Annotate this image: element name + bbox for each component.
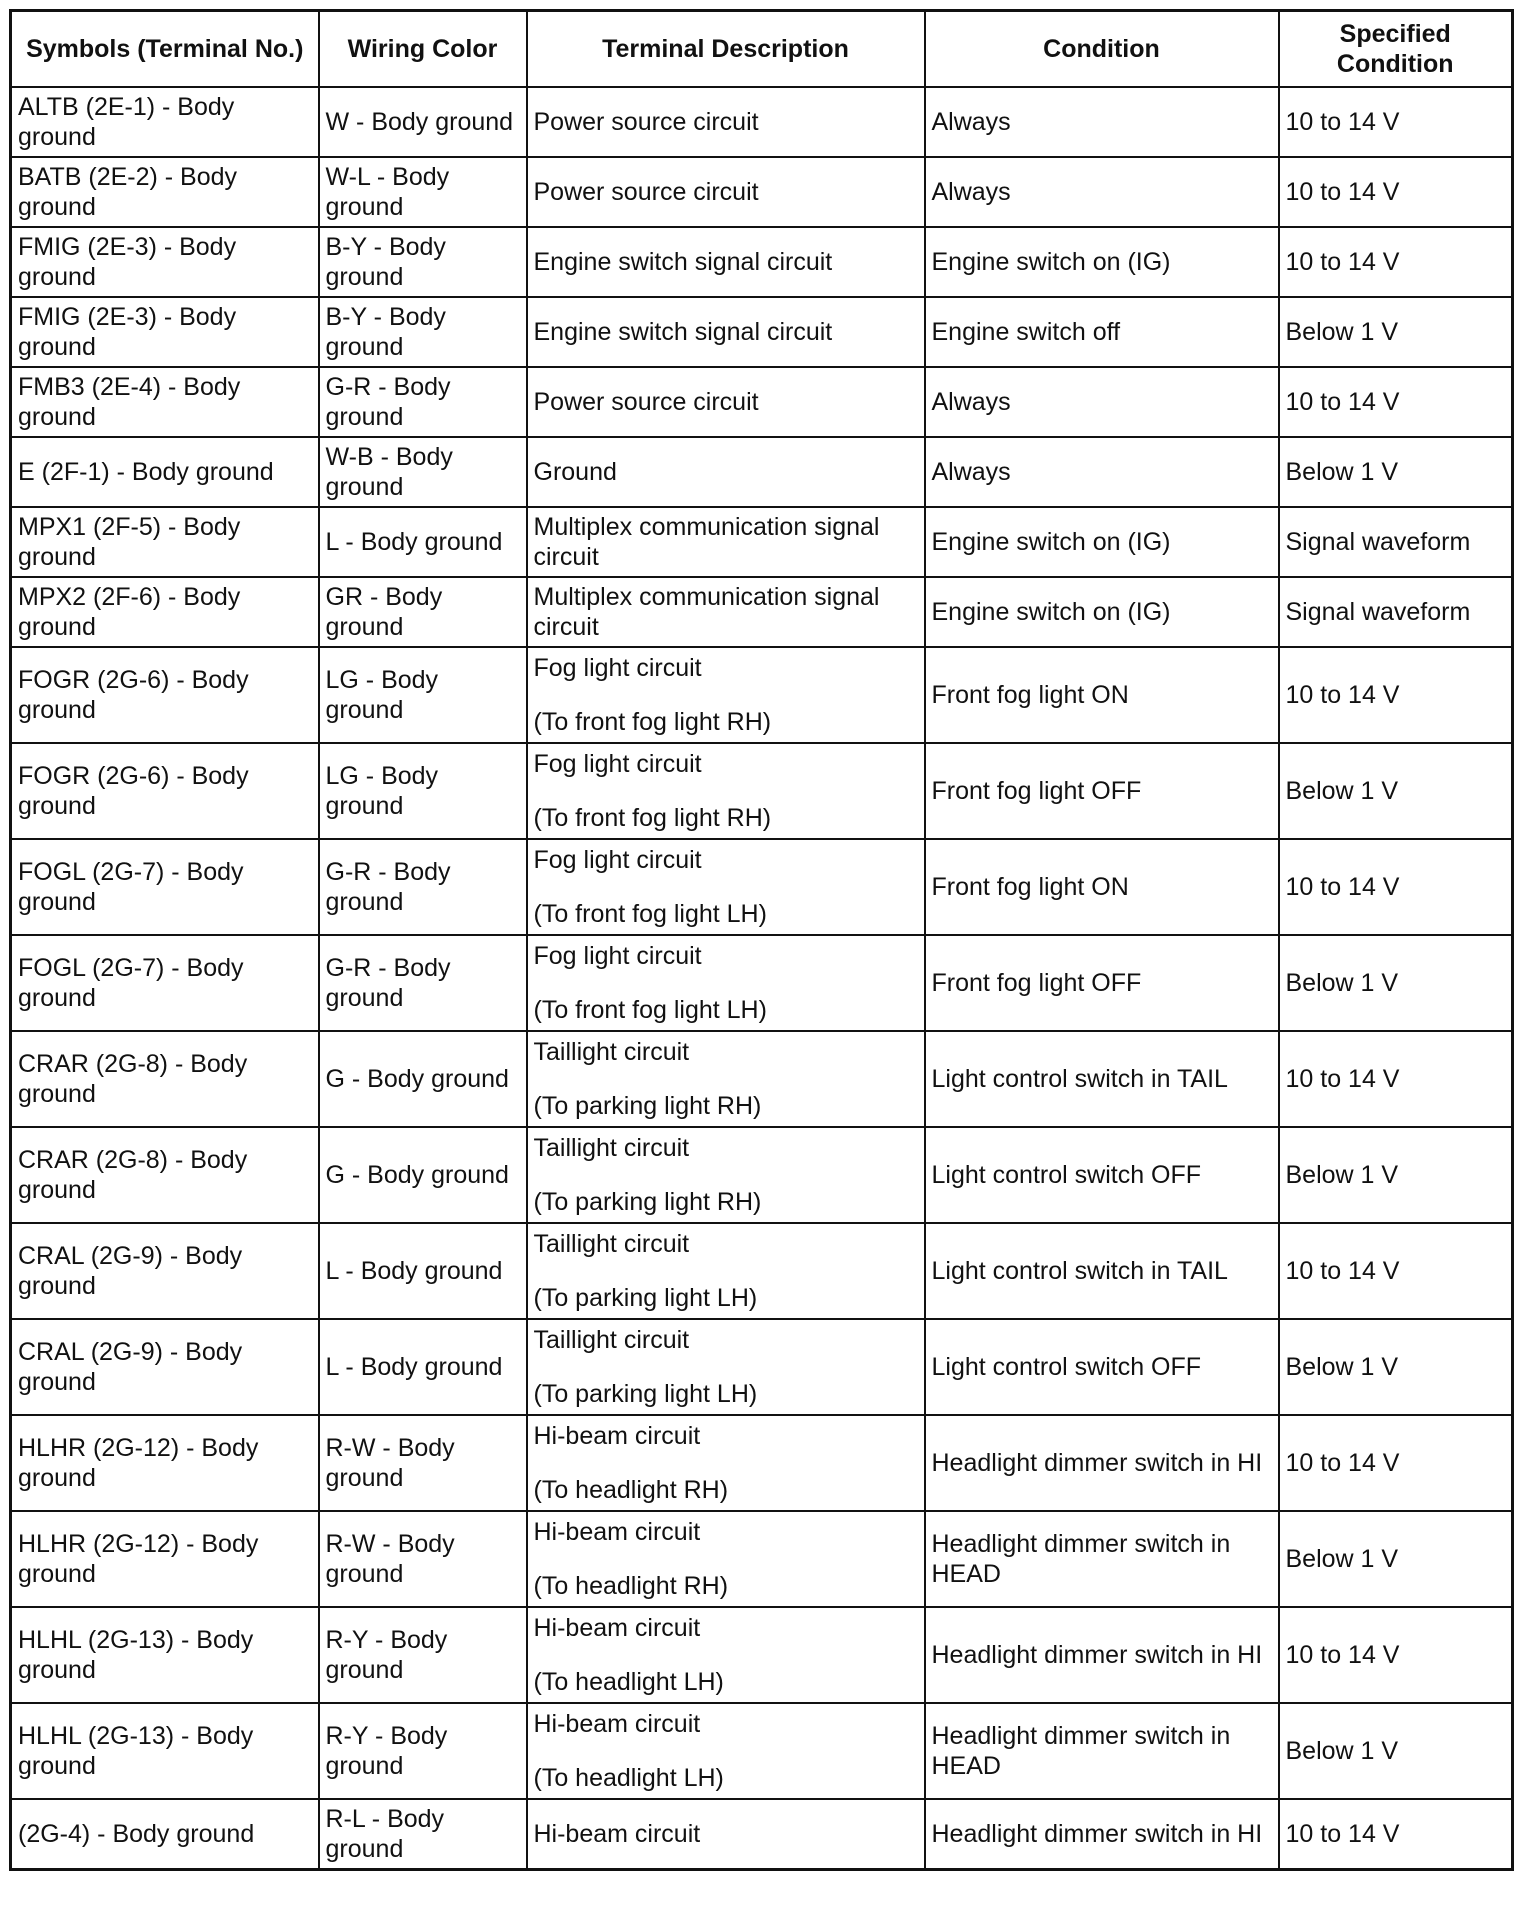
description-subline: (To parking light RH) [533,1092,762,1120]
cell-wiring-color: G - Body ground [319,1031,527,1127]
cell-terminal-description: Multiplex communication signal circuit [527,577,925,647]
cell-terminal-description: Engine switch signal circuit [527,227,925,297]
cell-wiring-color: G - Body ground [319,1127,527,1223]
table-row [11,87,1513,157]
cell-condition: Headlight dimmer switch in HI [925,1607,1279,1703]
cell-condition: Headlight dimmer switch in HI [925,1799,1279,1870]
table-row [11,577,1513,647]
cell-specified-condition: Below 1 V [1279,1703,1513,1799]
description-subline: (To headlight RH) [533,1476,729,1504]
cell-terminal-description: Engine switch signal circuit [527,297,925,367]
cell-symbol: HLHR (2G-12) - Body ground [11,1511,319,1607]
cell-wiring-color: G-R - Body ground [319,839,527,935]
cell-specified-condition: Below 1 V [1279,743,1513,839]
cell-symbol: CRAR (2G-8) - Body ground [11,1031,319,1127]
cell-symbol: FOGL (2G-7) - Body ground [11,839,319,935]
cell-condition: Light control switch in TAIL [925,1223,1279,1319]
cell-terminal-description: Ground [527,437,925,507]
cell-terminal-description: Multiplex communication signal circuit [527,507,925,577]
cell-specified-condition: 10 to 14 V [1279,647,1513,743]
cell-wiring-color: B-Y - Body ground [319,227,527,297]
cell-wiring-color: W-B - Body ground [319,437,527,507]
cell-condition: Engine switch on (IG) [925,577,1279,647]
description-line: Hi-beam circuit [533,1422,701,1450]
cell-specified-condition: 10 to 14 V [1279,1031,1513,1127]
cell-wiring-color: R-W - Body ground [319,1511,527,1607]
cell-wiring-color: G-R - Body ground [319,367,527,437]
header-symbols: Symbols (Terminal No.) [11,11,319,88]
cell-condition: Engine switch off [925,297,1279,367]
cell-wiring-color: L - Body ground [319,1319,527,1415]
cell-specified-condition: Below 1 V [1279,1319,1513,1415]
description-subline: (To headlight LH) [533,1668,724,1696]
description-line: Hi-beam circuit [533,1518,701,1546]
table-row [11,1127,1513,1223]
table-row [11,157,1513,227]
cell-wiring-color: R-W - Body ground [319,1415,527,1511]
description-line: Hi-beam circuit [533,1710,701,1738]
description-line: Taillight circuit [533,1326,690,1354]
cell-condition: Always [925,87,1279,157]
cell-specified-condition: Below 1 V [1279,437,1513,507]
table-row [11,1415,1513,1511]
cell-terminal-description [527,1031,925,1127]
cell-symbol: FMIG (2E-3) - Body ground [11,227,319,297]
description-subline: (To headlight LH) [533,1764,724,1792]
cell-symbol: (2G-4) - Body ground [11,1799,319,1870]
cell-specified-condition: 10 to 14 V [1279,1799,1513,1870]
cell-condition: Front fog light OFF [925,743,1279,839]
description-line: Fog light circuit [533,654,702,682]
cell-specified-condition: 10 to 14 V [1279,227,1513,297]
cell-terminal-description [527,647,925,743]
cell-condition: Light control switch OFF [925,1319,1279,1415]
table-row [11,437,1513,507]
cell-condition: Front fog light OFF [925,935,1279,1031]
cell-terminal-description [527,1607,925,1703]
description-line: Fog light circuit [533,942,702,970]
table-row [11,743,1513,839]
table-row [11,1607,1513,1703]
cell-wiring-color: G-R - Body ground [319,935,527,1031]
table-row [11,1511,1513,1607]
cell-terminal-description: Power source circuit [527,87,925,157]
table-row [11,297,1513,367]
cell-terminal-description [527,1703,925,1799]
cell-wiring-color: R-Y - Body ground [319,1607,527,1703]
description-subline: (To front fog light LH) [533,996,767,1024]
description-line: Fog light circuit [533,750,702,778]
cell-wiring-color: B-Y - Body ground [319,297,527,367]
table-row [11,507,1513,577]
cell-specified-condition: 10 to 14 V [1279,1415,1513,1511]
cell-symbol: E (2F-1) - Body ground [11,437,319,507]
cell-terminal-description [527,1319,925,1415]
cell-specified-condition: 10 to 14 V [1279,1607,1513,1703]
cell-terminal-description: Hi-beam circuit [527,1799,925,1870]
cell-condition: Front fog light ON [925,647,1279,743]
table-row [11,1223,1513,1319]
header-specified-condition: Specified Condition [1279,11,1513,88]
cell-condition: Front fog light ON [925,839,1279,935]
cell-wiring-color: L - Body ground [319,507,527,577]
table-row [11,1703,1513,1799]
table-header [11,11,1513,88]
cell-specified-condition: Signal waveform [1279,507,1513,577]
cell-specified-condition: 10 to 14 V [1279,87,1513,157]
cell-specified-condition: 10 to 14 V [1279,367,1513,437]
cell-symbol: FOGR (2G-6) - Body ground [11,647,319,743]
cell-symbol: HLHL (2G-13) - Body ground [11,1607,319,1703]
cell-wiring-color: L - Body ground [319,1223,527,1319]
header-condition: Condition [925,11,1279,88]
cell-terminal-description [527,1415,925,1511]
description-line: Taillight circuit [533,1230,690,1258]
cell-terminal-description: Power source circuit [527,367,925,437]
table-row [11,227,1513,297]
header-row [11,11,1513,88]
description-subline: (To front fog light LH) [533,900,767,928]
table-row [11,839,1513,935]
cell-symbol: FMIG (2E-3) - Body ground [11,297,319,367]
cell-terminal-description: Power source circuit [527,157,925,227]
cell-specified-condition: 10 to 14 V [1279,1223,1513,1319]
description-line: Taillight circuit [533,1038,690,1066]
cell-terminal-description [527,1223,925,1319]
cell-symbol: CRAL (2G-9) - Body ground [11,1319,319,1415]
description-subline: (To front fog light RH) [533,804,772,832]
cell-condition: Headlight dimmer switch in HI [925,1415,1279,1511]
cell-terminal-description [527,935,925,1031]
cell-specified-condition: Below 1 V [1279,1511,1513,1607]
cell-wiring-color: LG - Body ground [319,743,527,839]
cell-condition: Always [925,157,1279,227]
cell-wiring-color: R-Y - Body ground [319,1703,527,1799]
cell-terminal-description [527,839,925,935]
cell-specified-condition: Below 1 V [1279,935,1513,1031]
header-terminal-description: Terminal Description [527,11,925,88]
header-wiring-color: Wiring Color [319,11,527,88]
table-row [11,935,1513,1031]
cell-symbol: HLHR (2G-12) - Body ground [11,1415,319,1511]
cell-wiring-color: LG - Body ground [319,647,527,743]
cell-terminal-description [527,1127,925,1223]
cell-specified-condition: Below 1 V [1279,1127,1513,1223]
cell-symbol: MPX2 (2F-6) - Body ground [11,577,319,647]
cell-specified-condition: Below 1 V [1279,297,1513,367]
table-row [11,367,1513,437]
table-row [11,1319,1513,1415]
cell-symbol: FOGL (2G-7) - Body ground [11,935,319,1031]
table-body [11,87,1513,1870]
cell-condition: Headlight dimmer switch in HEAD [925,1703,1279,1799]
cell-condition: Always [925,437,1279,507]
terminal-spec-table [9,9,1514,1871]
description-line: Hi-beam circuit [533,1614,701,1642]
cell-wiring-color: W-L - Body ground [319,157,527,227]
cell-wiring-color: GR - Body ground [319,577,527,647]
cell-symbol: MPX1 (2F-5) - Body ground [11,507,319,577]
description-subline: (To headlight RH) [533,1572,729,1600]
cell-condition: Light control switch in TAIL [925,1031,1279,1127]
cell-symbol: ALTB (2E-1) - Body ground [11,87,319,157]
cell-terminal-description [527,743,925,839]
cell-specified-condition: 10 to 14 V [1279,157,1513,227]
cell-specified-condition: 10 to 14 V [1279,839,1513,935]
cell-symbol: FMB3 (2E-4) - Body ground [11,367,319,437]
cell-symbol: BATB (2E-2) - Body ground [11,157,319,227]
cell-wiring-color: R-L - Body ground [319,1799,527,1870]
description-subline: (To parking light LH) [533,1380,758,1408]
cell-condition: Light control switch OFF [925,1127,1279,1223]
description-line: Taillight circuit [533,1134,690,1162]
table-row [11,1031,1513,1127]
cell-specified-condition: Signal waveform [1279,577,1513,647]
description-subline: (To parking light LH) [533,1284,758,1312]
cell-symbol: CRAR (2G-8) - Body ground [11,1127,319,1223]
cell-condition: Always [925,367,1279,437]
cell-terminal-description [527,1511,925,1607]
cell-condition: Engine switch on (IG) [925,507,1279,577]
table-row [11,1799,1513,1870]
cell-wiring-color: W - Body ground [319,87,527,157]
description-line: Fog light circuit [533,846,702,874]
table-row [11,647,1513,743]
cell-symbol: HLHL (2G-13) - Body ground [11,1703,319,1799]
description-subline: (To front fog light RH) [533,708,772,736]
cell-condition: Engine switch on (IG) [925,227,1279,297]
cell-symbol: FOGR (2G-6) - Body ground [11,743,319,839]
description-subline: (To parking light RH) [533,1188,762,1216]
cell-condition: Headlight dimmer switch in HEAD [925,1511,1279,1607]
cell-symbol: CRAL (2G-9) - Body ground [11,1223,319,1319]
